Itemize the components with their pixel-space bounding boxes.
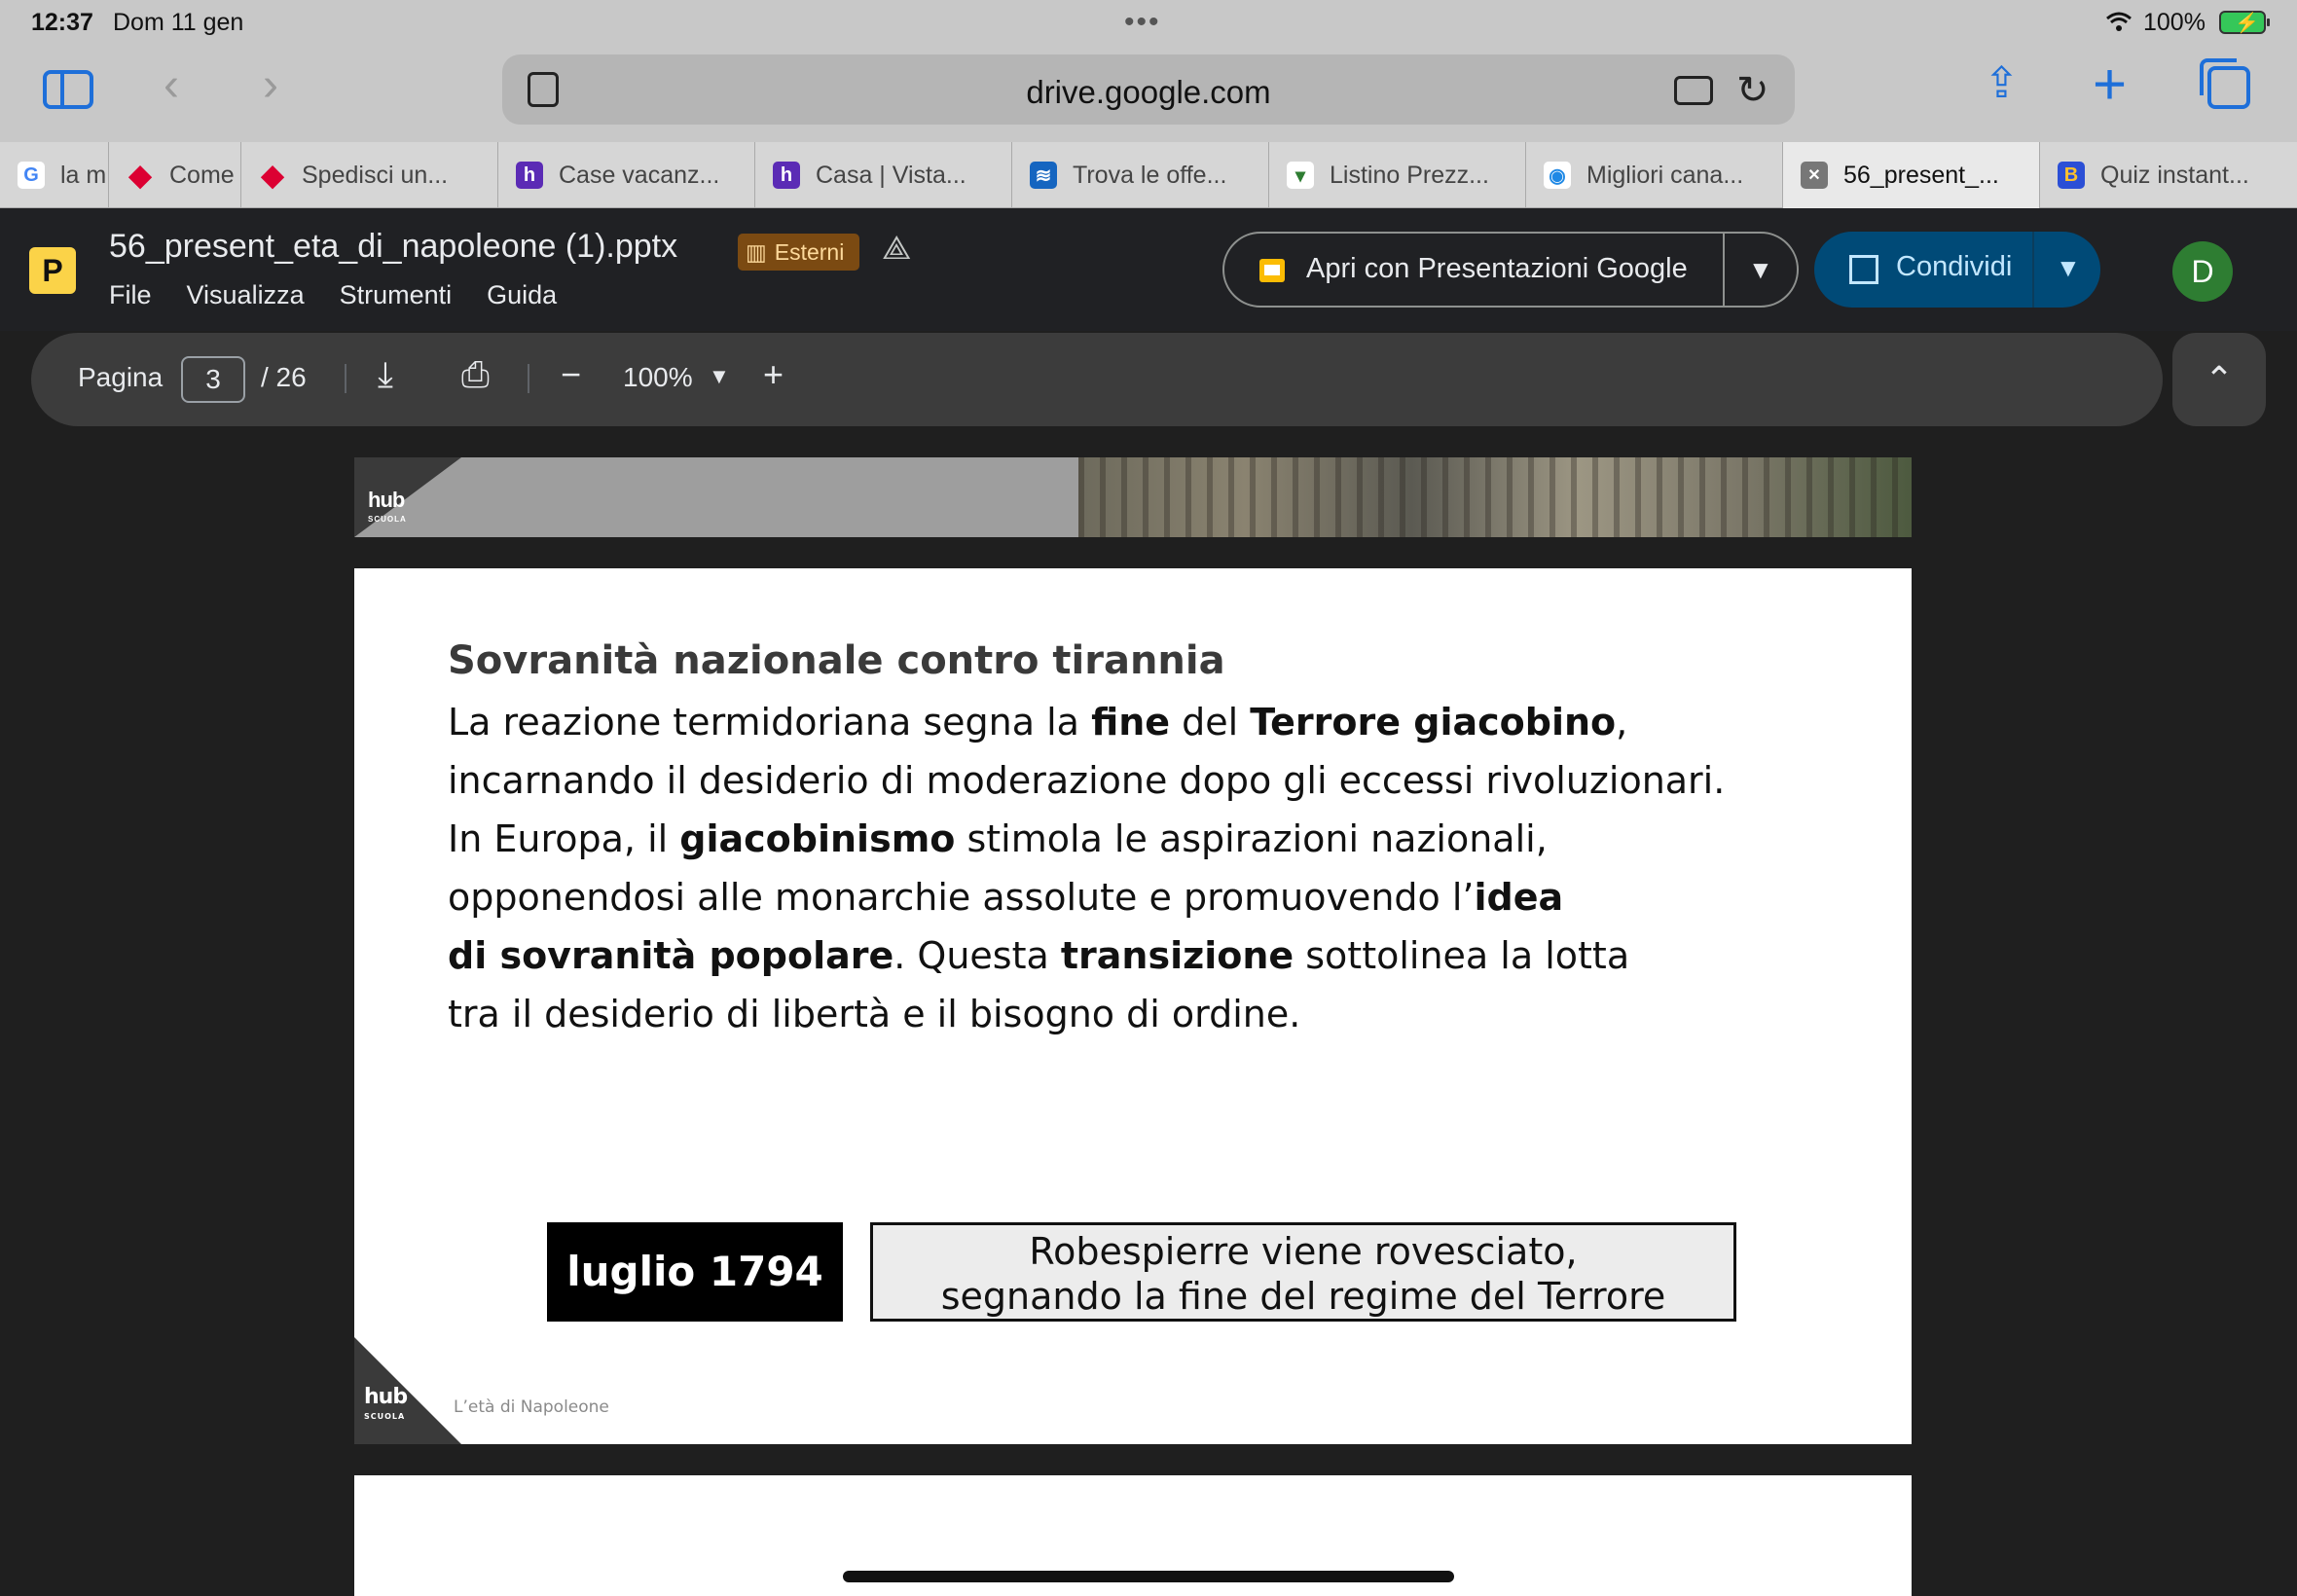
- browser-toolbar: [0, 45, 2297, 142]
- previous-slide-fragment: [354, 457, 1912, 537]
- text-run: In Europa, il: [448, 817, 680, 860]
- page-total: / 26: [261, 362, 307, 392]
- tab-google[interactable]: [0, 142, 109, 208]
- open-with-label: Apri con Presentazioni Google: [1306, 253, 1688, 284]
- home-indicator[interactable]: [843, 1571, 1454, 1582]
- timeline-date-box: luglio 1794: [547, 1222, 843, 1322]
- tv-favicon-icon: ◉: [1544, 162, 1571, 189]
- menu-help[interactable]: Guida: [487, 280, 558, 309]
- share-button[interactable]: [1814, 232, 2100, 308]
- text-run: opponendosi alle monarchie assolute e promuovendo l’: [448, 876, 1475, 919]
- tab-channels[interactable]: [1526, 142, 1783, 208]
- menu-bar: [109, 280, 557, 310]
- zoom-out-icon[interactable]: −: [561, 354, 582, 394]
- toolbar-divider: [528, 364, 529, 393]
- bold-text: di sovranità popolare: [448, 934, 894, 977]
- collapse-toolbar-icon[interactable]: ⌃: [2172, 333, 2266, 426]
- slide-paragraph-1: [448, 693, 1725, 810]
- account-avatar[interactable]: D: [2172, 241, 2233, 302]
- sunrise-favicon-icon: ≋: [1030, 162, 1057, 189]
- bold-text: transizione: [1060, 934, 1294, 977]
- multitasking-dots-icon[interactable]: •••: [1124, 6, 1161, 38]
- organization-icon: [1849, 255, 1878, 284]
- tab-label: Trova le offe...: [1073, 161, 1227, 189]
- download-icon[interactable]: ⤓: [378, 354, 393, 394]
- parcel-favicon-icon: ◆: [128, 159, 152, 192]
- file-title: 56_present_eta_di_napoleone (1).pptx: [109, 228, 678, 265]
- parcel-favicon-icon: ◆: [261, 159, 284, 192]
- text-run: del: [1170, 701, 1251, 744]
- share-dropdown-icon[interactable]: ▼: [2056, 253, 2081, 282]
- tab-strip: [0, 142, 2297, 208]
- tab-offers[interactable]: [1012, 142, 1269, 208]
- tab-quiz[interactable]: [2040, 142, 2297, 208]
- print-icon[interactable]: ⎙: [461, 354, 490, 394]
- historical-painting-image: [1078, 457, 1912, 537]
- powerpoint-file-icon: P: [29, 247, 76, 294]
- google-favicon-icon: G: [18, 162, 45, 189]
- tab-label: la m: [60, 161, 107, 189]
- text-run: . Questa: [893, 934, 1061, 977]
- close-tab-icon[interactable]: ✕: [1801, 162, 1828, 189]
- google-slides-icon: [1259, 259, 1285, 282]
- event-line-1: Robespierre viene rovesciato,: [1029, 1230, 1578, 1273]
- add-to-drive-icon[interactable]: ⟁: [882, 230, 912, 267]
- url-text: drive.google.com: [1026, 74, 1271, 110]
- tab-presentation-active[interactable]: [1783, 142, 2040, 208]
- battery-percentage: 100%: [2143, 9, 2206, 36]
- back-icon[interactable]: ‹: [164, 59, 179, 111]
- external-badge: ▥ Esterni: [738, 234, 859, 271]
- tab-label: Listino Prezz...: [1330, 161, 1489, 189]
- tab-label: Spedisci un...: [302, 161, 449, 189]
- tab-brt-2[interactable]: [241, 142, 498, 208]
- reload-icon[interactable]: ↻: [1736, 69, 1769, 112]
- zoom-dropdown-icon[interactable]: ▼: [709, 364, 730, 388]
- tab-label: Quiz instant...: [2100, 161, 2249, 189]
- text-run: sottolinea la lotta: [1294, 934, 1630, 977]
- text-run: incarnando il desiderio di moderazione dopo gli eccessi rivoluzionari.: [448, 759, 1726, 802]
- menu-view[interactable]: Visualizza: [186, 280, 305, 309]
- menu-file[interactable]: File: [109, 280, 152, 309]
- slide-footer-text: L’età di Napoleone: [454, 1397, 609, 1417]
- text-run: stimola le aspirazioni nazionali,: [955, 817, 1548, 860]
- bold-text: giacobinismo: [679, 817, 956, 860]
- text-run: ,: [1616, 701, 1628, 744]
- page-label: Pagina: [78, 362, 164, 392]
- zoom-in-icon[interactable]: +: [763, 354, 784, 394]
- holidu-favicon-icon: h: [773, 162, 800, 189]
- new-tab-icon[interactable]: +: [2093, 52, 2128, 117]
- tab-label: Migliori cana...: [1586, 161, 1744, 189]
- event-line-2: segnando la fine del regime del Terrore: [940, 1275, 1666, 1318]
- drive-viewer-header: [0, 208, 2297, 331]
- tab-holidu-2[interactable]: [755, 142, 1012, 208]
- tab-label: Come: [169, 161, 235, 189]
- button-divider: [1723, 234, 1725, 306]
- price-list-favicon-icon: ▾: [1287, 162, 1314, 189]
- forward-icon[interactable]: ›: [263, 59, 278, 111]
- bold-text: idea: [1474, 876, 1564, 919]
- bold-text: fine: [1091, 701, 1171, 744]
- share-label: Condividi: [1896, 251, 2013, 282]
- open-with-dropdown-icon[interactable]: ▼: [1748, 255, 1773, 284]
- hub-scuola-logo: hub SCUOLA: [368, 488, 407, 524]
- holidu-favicon-icon: h: [516, 162, 543, 189]
- battery-icon: ⚡: [2219, 11, 2266, 34]
- zoom-level[interactable]: 100%: [623, 362, 693, 392]
- extensions-icon[interactable]: [1674, 76, 1713, 105]
- share-icon[interactable]: ⇪: [1984, 59, 2020, 107]
- tab-label: Case vacanz...: [559, 161, 720, 189]
- document-toolbar: [31, 333, 2163, 426]
- tab-label: Casa | Vista...: [816, 161, 966, 189]
- wifi-icon: [2106, 11, 2132, 32]
- sidebar-toggle-icon[interactable]: [43, 70, 93, 109]
- menu-tools[interactable]: Strumenti: [339, 280, 453, 309]
- open-with-slides-button[interactable]: [1222, 232, 1799, 308]
- text-run: La reazione termidoriana segna la: [448, 701, 1092, 744]
- page-number-input[interactable]: 3: [181, 356, 245, 403]
- quiz-favicon-icon: B: [2058, 162, 2085, 189]
- button-divider: [2032, 232, 2034, 308]
- slide-heading: Sovranità nazionale contro tirannia: [448, 638, 1225, 683]
- hub-scuola-logo: hub SCUOLA: [364, 1385, 408, 1421]
- tab-brt-1[interactable]: [109, 142, 241, 208]
- bold-text: Terrore giacobino: [1250, 701, 1617, 744]
- tab-label: 56_present_...: [1843, 161, 1999, 189]
- status-date: Dom 11 gen: [113, 9, 244, 36]
- timeline-event-box: [870, 1222, 1736, 1322]
- tab-overview-icon[interactable]: [2207, 66, 2250, 109]
- status-bar: [0, 0, 2297, 45]
- tab-holidu-1[interactable]: [498, 142, 755, 208]
- text-run: tra il desiderio di libertà e il bisogno di ordine.: [448, 993, 1301, 1035]
- building-icon: ▥: [746, 239, 767, 265]
- slide-paragraph-2: [448, 810, 1629, 1043]
- tab-price-list[interactable]: [1269, 142, 1526, 208]
- address-bar[interactable]: [502, 54, 1795, 125]
- status-time: 12:37: [31, 9, 93, 36]
- toolbar-divider: [345, 364, 346, 393]
- slide-page-3: [354, 568, 1912, 1444]
